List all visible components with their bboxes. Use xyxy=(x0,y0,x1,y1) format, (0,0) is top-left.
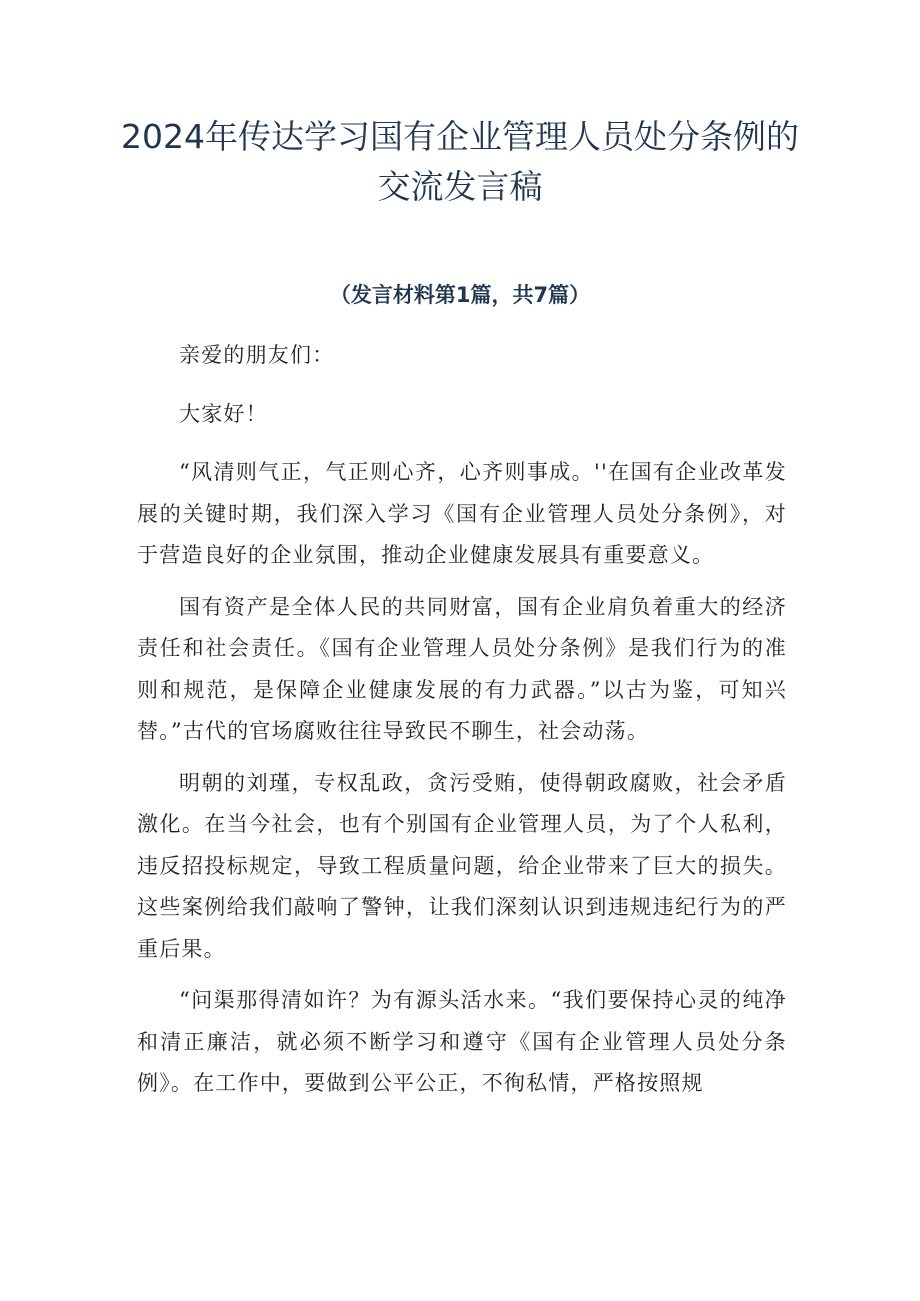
document-title: 2024年传达学习国有企业管理人员处分条例的交流发言稿 xyxy=(121,117,799,206)
paragraph: “问渠那得清如许？为有源头活水来。“我们要保持心灵的纯净和清正廉洁，就必须不断学习和遵守《国有企业管理人员处分条例》。在工作中，要做到公平公正，不徇私情，严格按照规 xyxy=(137,988,787,1095)
paragraph-greeting: 亲爱的朋友们： xyxy=(179,343,335,367)
document-subtitle: （发言材料第1篇，共7篇） xyxy=(329,283,591,307)
paragraph-hello: 大家好！ xyxy=(179,401,268,426)
paragraph: 明朝的刘瑾，专权乱政，贪污受贿，使得朝政腐败，社会矛盾激化。在当今社会，也有个别国有企业管理人员，为了个人私利，违反招投标规定，导致工程质量问题，给企业带来了巨大的损失。这些案例给我们敲响了警钟，让我们深刻认识到违规违纪行为的严重后果。 xyxy=(137,770,787,961)
document-body xyxy=(137,335,787,1115)
paragraph: “风清则气正，气正则心齐，心齐则事成。''在国有企业改革发展的关键时期，我们深入学习《国有企业管理人员处分条例》，对于营造良好的企业氛围，推动企业健康发展具有重要意义。 xyxy=(137,460,787,567)
paragraph: 国有资产是全体人民的共同财富，国有企业肩负着重大的经济责任和社会责任。《国有企业管理人员处分条例》是我们行为的准则和规范，是保障企业健康发展的有力武器。”以古为鉴，可知兴替。”古代的官场腐败往往导致民不聊生，社会动荡。 xyxy=(137,594,787,743)
